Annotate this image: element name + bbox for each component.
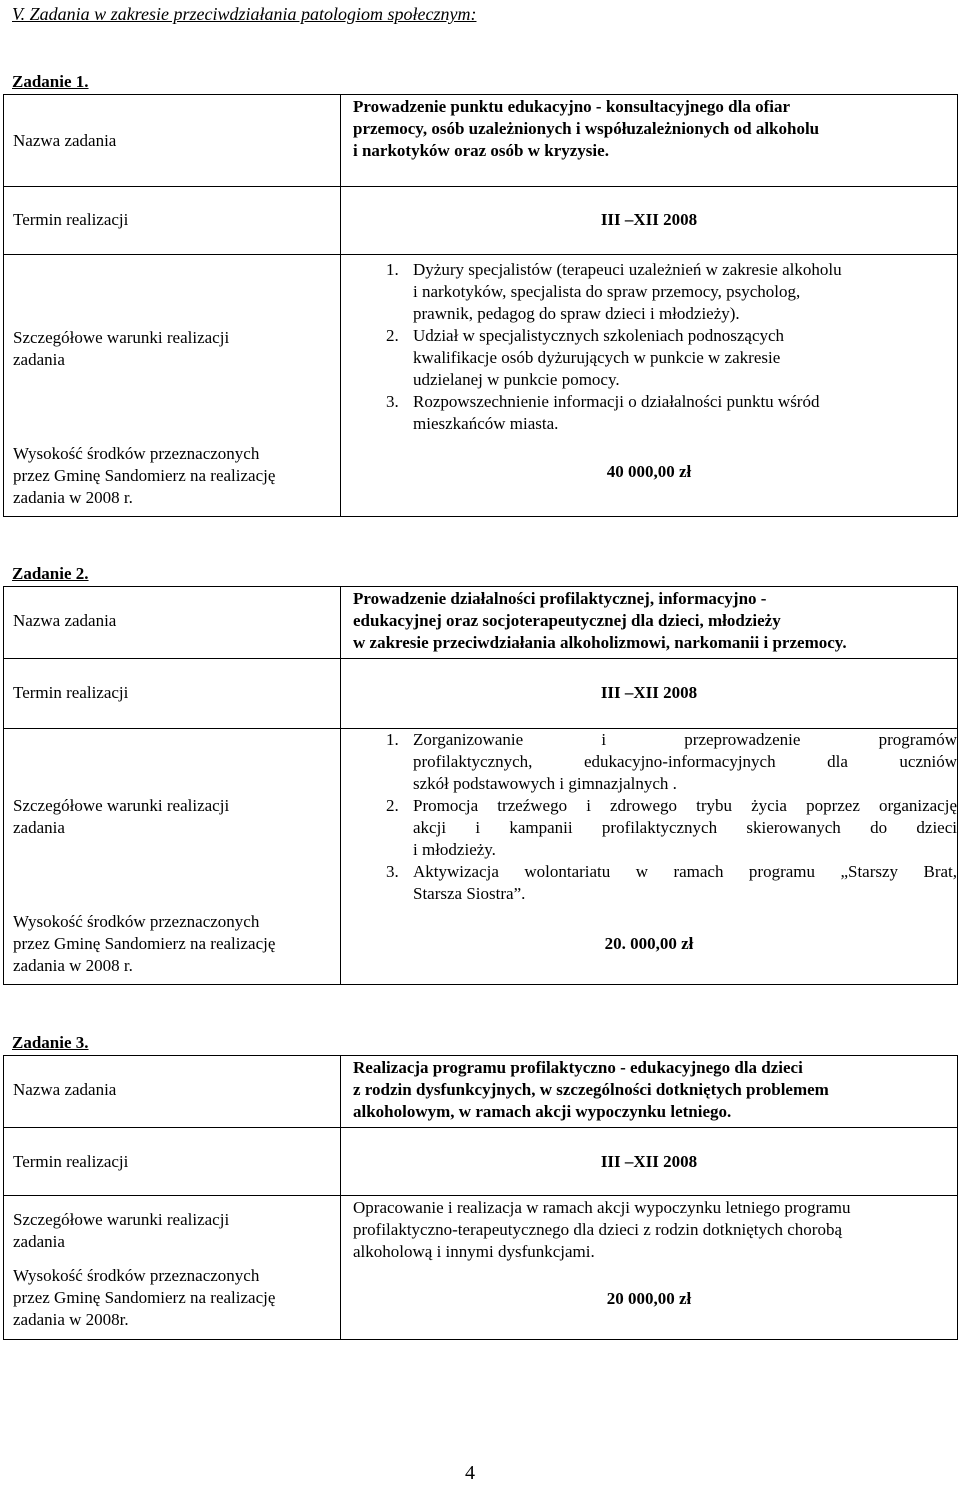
name-value-cell <box>341 1056 958 1128</box>
details-label: zadania <box>13 818 65 837</box>
item-number: 2. <box>386 796 399 815</box>
term-label: Termin realizacji <box>13 210 129 229</box>
term-value-cell <box>341 659 958 729</box>
item-line: Promocja trzeźwego i zdrowego trybu życia poprzez organizację <box>413 796 957 815</box>
item-line: Rozpowszechnienie informacji o działalności punktu wśród <box>413 392 820 411</box>
item-line: Zorganizowanie i przeprowadzenie programów <box>413 730 957 749</box>
details-label-cell <box>4 729 341 985</box>
funds-label: przez Gminę Sandomierz na realizację <box>13 934 276 953</box>
item-number: 1. <box>386 260 399 279</box>
details-value-cell <box>341 255 958 517</box>
name-line: edukacyjnej oraz socjoterapeutycznej dla dzieci, młodzieży <box>353 611 781 630</box>
funds-label: przez Gminę Sandomierz na realizację <box>13 466 276 485</box>
item-line: Udział w specjalistycznych szkoleniach podnoszących <box>413 326 785 345</box>
task-table-3 <box>3 1055 958 1340</box>
name-label: Nazwa zadania <box>13 1080 117 1099</box>
funds-label: przez Gminę Sandomierz na realizację <box>13 1288 276 1307</box>
details-label-cell <box>4 1196 341 1340</box>
amount: 40 000,00 zł <box>606 462 692 481</box>
name-line: przemocy, osób uzależnionych i współuzależnionych od alkoholu <box>353 119 820 138</box>
name-line: z rodzin dysfunkcyjnych, w szczególności dotkniętych problemem <box>353 1080 829 1099</box>
item-line: akcji i kampanii profilaktycznych skierowanych do dzieci <box>413 818 957 837</box>
name-line: w zakresie przeciwdziałania alkoholizmowi, narkomanii i przemocy. <box>353 633 847 652</box>
name-line: i narkotyków oraz osób w kryzysie. <box>353 141 609 160</box>
details-value-cell <box>341 729 958 985</box>
name-line: alkoholowym, w ramach akcji wypoczynku letniego. <box>353 1102 732 1121</box>
funds-label: zadania w 2008r. <box>13 1310 129 1329</box>
item-line: prawnik, pedagog do spraw dzieci i młodzieży). <box>413 304 740 323</box>
detail-line: profilaktyczno-terapeutycznego dla dzieci z rodzin dotkniętych chorobą <box>353 1220 843 1239</box>
item-line: Dyżury specjalistów (terapeuci uzależnień w zakresie alkoholu <box>413 260 842 279</box>
name-label: Nazwa zadania <box>13 131 117 150</box>
item-line: udzielanej w punkcie pomocy. <box>413 370 620 389</box>
item-number: 3. <box>386 862 399 881</box>
item-line: szkół podstawowych i gimnazjalnych . <box>413 774 677 793</box>
term-value: III –XII 2008 <box>600 683 698 702</box>
details-label-cell <box>4 255 341 517</box>
item-number: 3. <box>386 392 399 411</box>
amount: 20 000,00 zł <box>606 1289 692 1308</box>
details-label: Szczegółowe warunki realizacji <box>13 1210 230 1229</box>
list-item <box>341 391 957 435</box>
details-label: zadania <box>13 350 65 369</box>
list-item <box>341 861 957 905</box>
name-line: Prowadzenie działalności profilaktycznej, informacyjno - <box>353 589 767 608</box>
name-label-cell <box>4 587 341 659</box>
item-line: Starsza Siostra”. <box>413 884 526 903</box>
section-heading: V. Zadania w zakresie przeciwdziałania patologiom społecznym: <box>12 4 477 24</box>
term-label: Termin realizacji <box>13 683 129 702</box>
funds-label: zadania w 2008 r. <box>13 488 133 507</box>
term-label-cell <box>4 187 341 255</box>
item-line: i młodzieży. <box>413 840 496 859</box>
name-label-cell <box>4 1056 341 1128</box>
task-title: Zadanie 2. <box>12 564 89 583</box>
item-line: i narkotyków, specjalista do spraw przemocy, psycholog, <box>413 282 801 301</box>
details-label: Szczegółowe warunki realizacji <box>13 796 230 815</box>
task-title: Zadanie 1. <box>12 72 89 91</box>
term-value-cell <box>341 1128 958 1196</box>
name-line: Realizacja programu profilaktyczno - edukacyjnego dla dzieci <box>353 1058 803 1077</box>
task-table-1 <box>3 94 958 517</box>
term-label-cell <box>4 659 341 729</box>
funds-label: zadania w 2008 r. <box>13 956 133 975</box>
list-item <box>341 325 957 391</box>
task-title: Zadanie 3. <box>12 1033 89 1052</box>
item-number: 1. <box>386 730 399 749</box>
detail-line: alkoholową i innymi dysfunkcjami. <box>353 1242 595 1261</box>
item-number: 2. <box>386 326 399 345</box>
amount: 20. 000,00 zł <box>604 934 694 953</box>
term-value: III –XII 2008 <box>600 210 698 229</box>
item-line: kwalifikacje osób dyżurujących w punkcie w zakresie <box>413 348 781 367</box>
item-line: Aktywizacja wolontariatu w ramach programu „Starszy Brat, <box>413 862 957 881</box>
page-number: 4 <box>465 1462 475 1484</box>
funds-label: Wysokość środków przeznaczonych <box>13 912 260 931</box>
funds-label: Wysokość środków przeznaczonych <box>13 1266 260 1285</box>
term-value: III –XII 2008 <box>600 1152 698 1171</box>
name-label-cell <box>4 95 341 187</box>
details-value-cell <box>341 1196 958 1340</box>
item-line: profilaktycznych, edukacyjno-informacyjnych dla uczniów <box>413 752 957 771</box>
task-table-2 <box>3 586 958 985</box>
name-value-cell <box>341 587 958 659</box>
list-item <box>341 795 957 861</box>
funds-label: Wysokość środków przeznaczonych <box>13 444 260 463</box>
item-line: mieszkańców miasta. <box>413 414 559 433</box>
name-label: Nazwa zadania <box>13 611 117 630</box>
list-item <box>341 729 957 795</box>
details-label: Szczegółowe warunki realizacji <box>13 328 230 347</box>
name-value-cell <box>341 95 958 187</box>
list-item <box>341 259 957 325</box>
term-label: Termin realizacji <box>13 1152 129 1171</box>
details-label: zadania <box>13 1232 65 1251</box>
name-line: Prowadzenie punktu edukacyjno - konsultacyjnego dla ofiar <box>353 97 791 116</box>
detail-line: Opracowanie i realizacja w ramach akcji wypoczynku letniego programu <box>353 1198 851 1217</box>
term-value-cell <box>341 187 958 255</box>
term-label-cell <box>4 1128 341 1196</box>
